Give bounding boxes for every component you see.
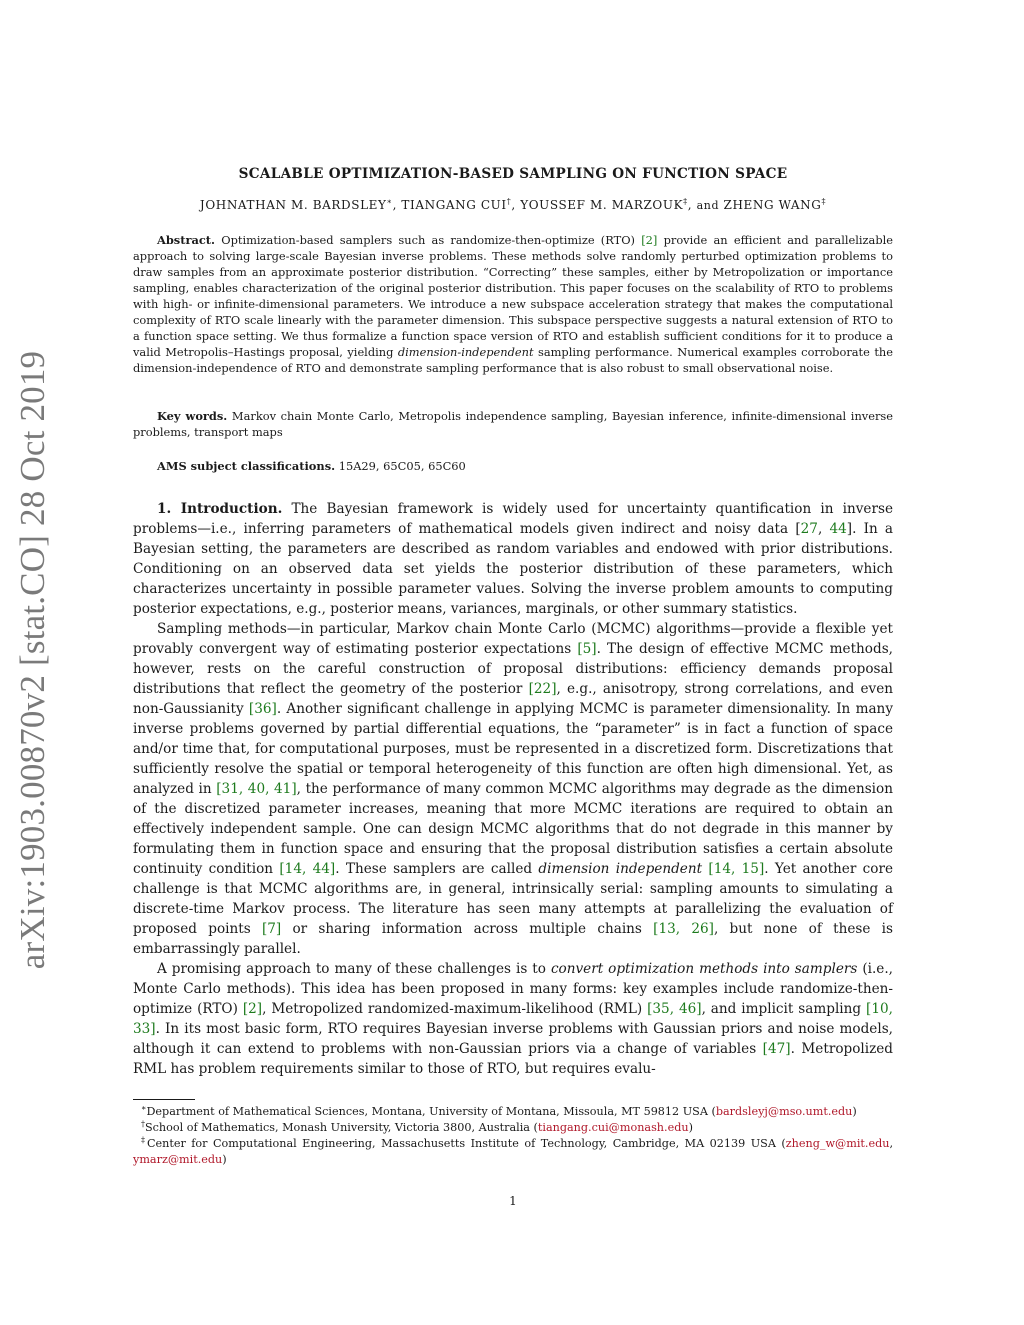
paragraph: A promising approach to many of these challenges is to convert optimization methods into samplers (i.e., Monte Carlo methods). This idea has been proposed in many forms: key examples include randomize-then-optimize (RTO) [2], Metropolized randomized-maximum-likelihood (RML) [35, 46], and implicit sampling [10, 33]. In its most basic form, RTO requires Bayesian inverse problems with Gaussian priors and noise models, although it can extend to problems with non-Gaussian priors via a change of variables [47]. Metropolized RML has problem requirements similar to those of RTO, but requires evalu- — [133, 961, 893, 1077]
citation-link[interactable]: [47] — [762, 1041, 791, 1057]
paper-title: SCALABLE OPTIMIZATION-BASED SAMPLING ON FUNCTION SPACE — [238, 166, 788, 182]
citation-link[interactable]: [31, 40, 41] — [216, 781, 297, 797]
keywords-label: Key words. — [157, 409, 228, 423]
email-link[interactable]: bardsleyj@mso.umt.edu — [715, 1105, 853, 1118]
footnote: ∗Department of Mathematical Sciences, Montana, University of Montana, Missoula, MT 59812 USA (bardsleyj@mso.umt.edu) — [141, 1103, 857, 1118]
footnotes — [133, 1104, 893, 1168]
citation-link[interactable]: [35, 46] — [647, 1001, 702, 1017]
citation-link[interactable]: 44 — [829, 521, 847, 537]
section-heading: 1. Introduction. — [157, 501, 283, 517]
arxiv-identifier-stamp — [0, 350, 66, 970]
footnote-mark: ∗ — [141, 1103, 147, 1113]
author-name: YOUSSEF M. MARZOUK — [520, 198, 684, 212]
paragraph: 1. Introduction. The Bayesian framework is widely used for uncertainty quantification in inverse problems—i.e., inferring parameters of mathematical models given indirect and noisy data [27, 44]. In a Bayesian setting, the parameters are described as random variables and endowed with prior distributions. Conditioning on an observed data set yields the posterior distribution of these parameters, which characterizes uncertainty in possible parameter values. Solving the inverse problem amounts to computing posterior expectations, e.g., posterior means, variances, marginals, or other summary statistics. — [133, 501, 893, 617]
citation-link[interactable]: [36] — [248, 701, 277, 717]
arxiv-identifier-text: arXiv:1903.00870v2 [stat.CO] 28 Oct 2019 — [13, 350, 53, 970]
author-list: JOHNATHAN M. BARDSLEY∗, TIANGANG CUI†, YOUSSEF M. MARZOUK‡, and ZHENG WANG‡ — [199, 197, 827, 212]
author-name: JOHNATHAN M. BARDSLEY — [199, 198, 387, 212]
ams-classifications: AMS subject classifications. 15A29, 65C05, 65C60 — [157, 459, 466, 473]
ams-label: AMS subject classifications. — [157, 459, 336, 473]
citation-link[interactable]: [2] — [242, 1001, 263, 1017]
citation-link[interactable]: [7] — [261, 921, 282, 937]
citation-link[interactable]: [14, 44] — [279, 861, 336, 877]
author-conjunction: and — [696, 199, 720, 212]
author-footnote-mark: ‡ — [683, 197, 688, 206]
email-link[interactable]: ymarz@mit.edu — [133, 1153, 223, 1166]
abstract-label: Abstract. — [157, 233, 216, 247]
citation-link[interactable]: [14, 15] — [708, 861, 765, 877]
footnote: †School of Mathematics, Monash University, Victoria 3800, Australia (tiangang.cui@monash.edu) — [141, 1119, 693, 1134]
footnote-divider — [133, 1099, 195, 1100]
footnote-mark: ‡ — [141, 1135, 147, 1145]
citation-link[interactable]: [22] — [528, 681, 557, 697]
abstract: Abstract. Optimization-based samplers such as randomize-then-optimize (RTO) [2] provide an efficient and parallelizable approach to solving large-scale Bayesian inverse problems. These methods solve randomly perturbed optimization problems to draw samples from an approximate posterior distribution. “Correcting” these samples, either by Metropolization or importance sampling, enables characterization of the original posterior distribution. This paper focuses on the scalability of RTO to problems with high- or infinite-dimensional parameters. We introduce a new subspace acceleration strategy that makes the computational complexity of RTO scale linearly with the parameter dimension. This subspace perspective suggests a natural extension of RTO to a function space setting. We thus formalize a function space version of RTO and establish sufficient conditions for it to produce a valid Metropolis–Hastings proposal, yielding dimension-independent sampling performance. Numerical examples corroborate the dimension-independence of RTO and demonstrate sampling performance that is also robust to small observational noise. — [133, 233, 893, 375]
page-number: 1 — [509, 1194, 517, 1208]
author-footnote-mark: ∗ — [386, 197, 393, 206]
email-link[interactable]: tiangang.cui@monash.edu — [537, 1121, 689, 1134]
introduction-section — [133, 499, 893, 1079]
paragraph: Sampling methods—in particular, Markov chain Monte Carlo (MCMC) algorithms—provide a flexible yet provably convergent way of estimating posterior expectations [5]. The design of effective MCMC methods, however, rests on the careful construction of proposal distributions: efficiency demands proposal distributions that reflect the geometry of the posterior [22], e.g., anisotropy, strong correlations, and even non-Gaussianity [36]. Another significant challenge in applying MCMC is parameter dimensionality. In many inverse problems governed by partial differential equations, the “parameter” is in fact a function of space and/or time that, for computational purposes, must be represented in a discretized form. Discretizations that sufficiently resolve the spatial or temporal heterogeneity of this function are often high dimensional. Yet, as analyzed in [31, 40, 41], the performance of many common MCMC algorithms may degrade as the dimension of the discretized parameter increases, meaning that more MCMC iterations are required to obtain an effectively independent sample. One can design MCMC algorithms that do not degrade in this manner by formulating them in function space and ensuring that the proposal distribution satisfies a certain absolute continuity condition [14, 44]. These samplers are called dimension independent [14, 15]. Yet another core challenge is that MCMC algorithms are, in general, intrinsically serial: sampling amounts to simulating a discrete-time Markov process. The literature has seen many attempts at parallelizing the evaluation of proposed points [7] or sharing information across multiple chains [13, 26], but none of these is embarrassingly parallel. — [133, 621, 894, 957]
citation-link[interactable]: [5] — [577, 641, 597, 657]
footnote-mark: † — [141, 1119, 145, 1129]
email-link[interactable]: zheng_w@mit.edu — [785, 1137, 890, 1150]
author-footnote-mark: † — [506, 197, 512, 206]
keywords: Key words. Markov chain Monte Carlo, Metropolis independence sampling, Bayesian inference, infinite-dimensional inverse problems, transport maps — [133, 409, 893, 439]
footnote: ‡Center for Computational Engineering, Massachusetts Institute of Technology, Cambridge, MA 02139 USA (zheng_w@mit.edu, ymarz@mit.edu) — [133, 1135, 893, 1166]
citation-link[interactable]: [10, 33] — [133, 1001, 893, 1037]
citation-link[interactable]: 27 — [800, 521, 818, 537]
author-footnote-mark: ‡ — [821, 197, 827, 206]
author-name: ZHENG WANG — [723, 198, 822, 212]
author-name: TIANGANG CUI — [401, 198, 507, 212]
citation-link[interactable]: [13, 26] — [653, 921, 714, 937]
citation-link[interactable]: [2] — [641, 233, 658, 247]
